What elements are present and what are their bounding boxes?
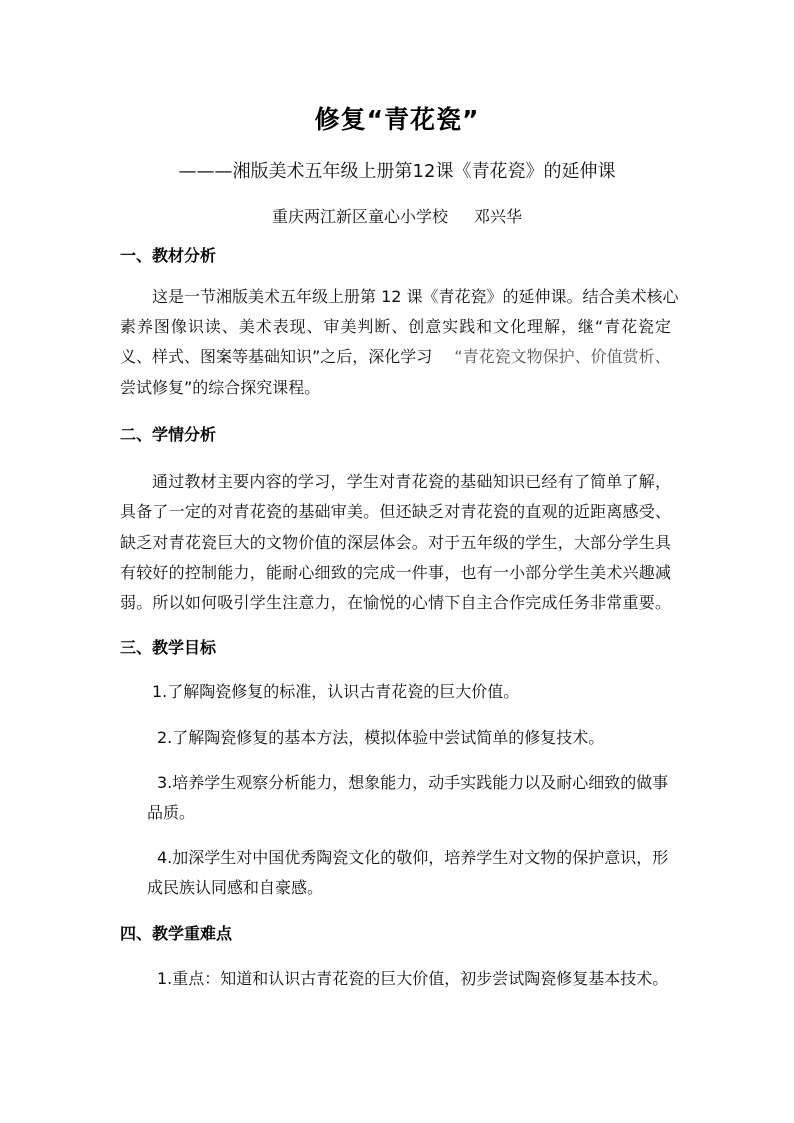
paragraph-line: 弱。所以如何吸引学生注意力，在愉悦的心情下自主合作完成任务非常重要。 bbox=[120, 593, 671, 612]
paragraph-line: 有较好的控制能力，能耐心细致的完成一件事，也有一小部分学生美术兴趣减 bbox=[120, 563, 671, 582]
section-heading-textbook-analysis: 一、教材分析 bbox=[120, 246, 217, 265]
paragraph-line bbox=[120, 349, 671, 365]
document-title: 修复“青花瓷” bbox=[314, 105, 480, 134]
goal-item-4-continued: 成民族认同感和自豪感。 bbox=[147, 878, 324, 897]
paragraph-line: 尝试修复”的综合探究课程。 bbox=[120, 378, 321, 397]
paragraph-line: 具备了一定的对青花瓷的基础审美。但还缺乏对青花瓷的直观的近距离感受、 bbox=[120, 502, 671, 521]
quoted-text: “青花瓷文物保护、价值赏析、 bbox=[454, 347, 671, 366]
paragraph-line: 通过教材主要内容的学习，学生对青花瓷的基础知识已经有了简单了解， bbox=[152, 472, 671, 491]
paragraph-line: 这是一节湘版美术五年级上册第 12 课《青花瓷》的延伸课。结合美术核心 bbox=[152, 287, 679, 306]
section-heading-teaching-goals: 三、教学目标 bbox=[120, 638, 217, 657]
author-school: 重庆两江新区童心小学校 bbox=[271, 207, 448, 226]
author-name: 邓兴华 bbox=[474, 207, 523, 226]
key-point-item-1: 1.重点：知道和认识古青花瓷的巨大价值，初步尝试陶瓷修复基本技术。 bbox=[157, 969, 669, 988]
section-heading-student-analysis: 二、学情分析 bbox=[120, 425, 217, 444]
goal-item-3: 3.培养学生观察分析能力，想象能力，动手实践能力以及耐心细致的做事 bbox=[157, 773, 669, 792]
goal-item-1: 1.了解陶瓷修复的标准，认识古青花瓷的巨大价值。 bbox=[152, 682, 520, 701]
author-line bbox=[0, 209, 794, 225]
paragraph-text: 义、样式、图案等基础知识”之后，深化学习 bbox=[120, 347, 433, 366]
goal-item-4: 4.加深学生对中国优秀陶瓷文化的敬仰，培养学生对文物的保护意识，形 bbox=[157, 848, 669, 867]
document-subtitle: ———湘版美术五年级上册第12课《青花瓷》的延伸课 bbox=[178, 161, 616, 182]
paragraph-line: 缺乏对青花瓷巨大的文物价值的深层体会。对于五年级的学生，大部分学生具 bbox=[120, 533, 671, 552]
goal-item-3-continued: 品质。 bbox=[147, 803, 196, 822]
section-heading-key-points: 四、教学重难点 bbox=[120, 924, 233, 943]
paragraph-line: 素养图像识读、美术表现、审美判断、创意实践和文化理解，继“青花瓷定 bbox=[120, 317, 671, 336]
goal-item-2: 2.了解陶瓷修复的基本方法，模拟体验中尝试简单的修复技术。 bbox=[157, 728, 605, 747]
